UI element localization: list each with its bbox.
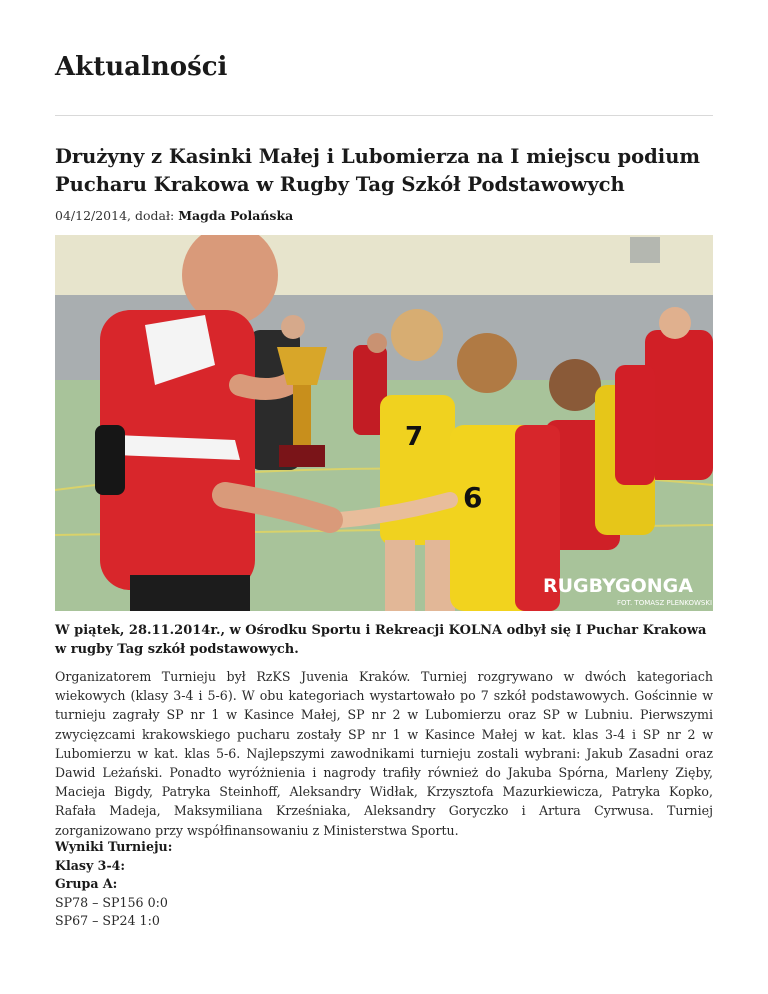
article-date: 04/12/2014, dodał: [55, 208, 179, 223]
results-category: Klasy 3-4: [55, 857, 126, 873]
article-body: Organizatorem Turnieju był RzKS Juvenia Kraków. Turniej rozgrywano w dwóch kategoriach wiekowych (klasy 3-4 i 5-6). W obu kategoriach wystartowało po 7 szkół podstawowych. Gościnnie w turnieju zagrały SP nr 1 w Kasince Małej, SP nr 2 w Lubomierzu oraz SP w Lubniu. Pierwszymi zwycięzcami krakowskiego pucharu zostały SP nr 1 w Kasince Małej w kat. klas 3-4 i SP nr 2 w Lubomierzu w kat. klas 5-6. Najlepszymi zawodnikami turnieju zostali wybrani: Jakub Zasadni oraz Dawid Leżański. Ponadto wyróżnienia i nagrody trafiły również do Jakuba Spórna, Marleny Zięby, Macieja Bigdy, Patryka Steinhoff, Aleksandry Widłak, Krzysztofa Mazurkiewicza, Patryka Kopko, Rafała Madeja, Maksymiliana Krześniaka, Aleksandry Goryczko i Artura Cyrwusa. Turniej zorganizowano przy współfinansowaniu z Ministerstwa Sportu. [55, 669, 713, 838]
results-heading: Wyniki Turnieju: [55, 839, 173, 854]
photo-credit: FOT. TOMASZ PLENKOWSKI [617, 599, 713, 607]
article-title[interactable]: Drużyny z Kasinki Małej i Lubomierza na I miejscu podium Pucharu Krakowa w Rugby Tag Szkół Podstawowych [55, 145, 701, 196]
article-author[interactable]: Magda Polańska [178, 208, 294, 223]
jersey-number-7: 7 [405, 422, 424, 452]
divider [55, 115, 713, 116]
photo-watermark-gonga: GONGA [615, 575, 693, 597]
photo-watermark-rugby: RUGBY [543, 575, 616, 597]
article-lead: W piątek, 28.11.2014r., w Ośrodku Sportu i Rekreacji KOLNA odbył się I Puchar Krakowa w rugby Tag szkół podstawowych. [55, 623, 707, 657]
article-meta [55, 208, 293, 223]
match-result: SP78 – SP156 0:0 [55, 894, 168, 910]
results-group: Grupa A: [55, 876, 118, 891]
article-photo [55, 235, 713, 611]
match-result: SP67 – SP24 1:0 [55, 913, 160, 928]
jersey-number-6: 6 [463, 481, 483, 514]
results-section [55, 838, 172, 931]
section-title: Aktualności [55, 52, 228, 82]
photo-illustration [55, 235, 713, 611]
